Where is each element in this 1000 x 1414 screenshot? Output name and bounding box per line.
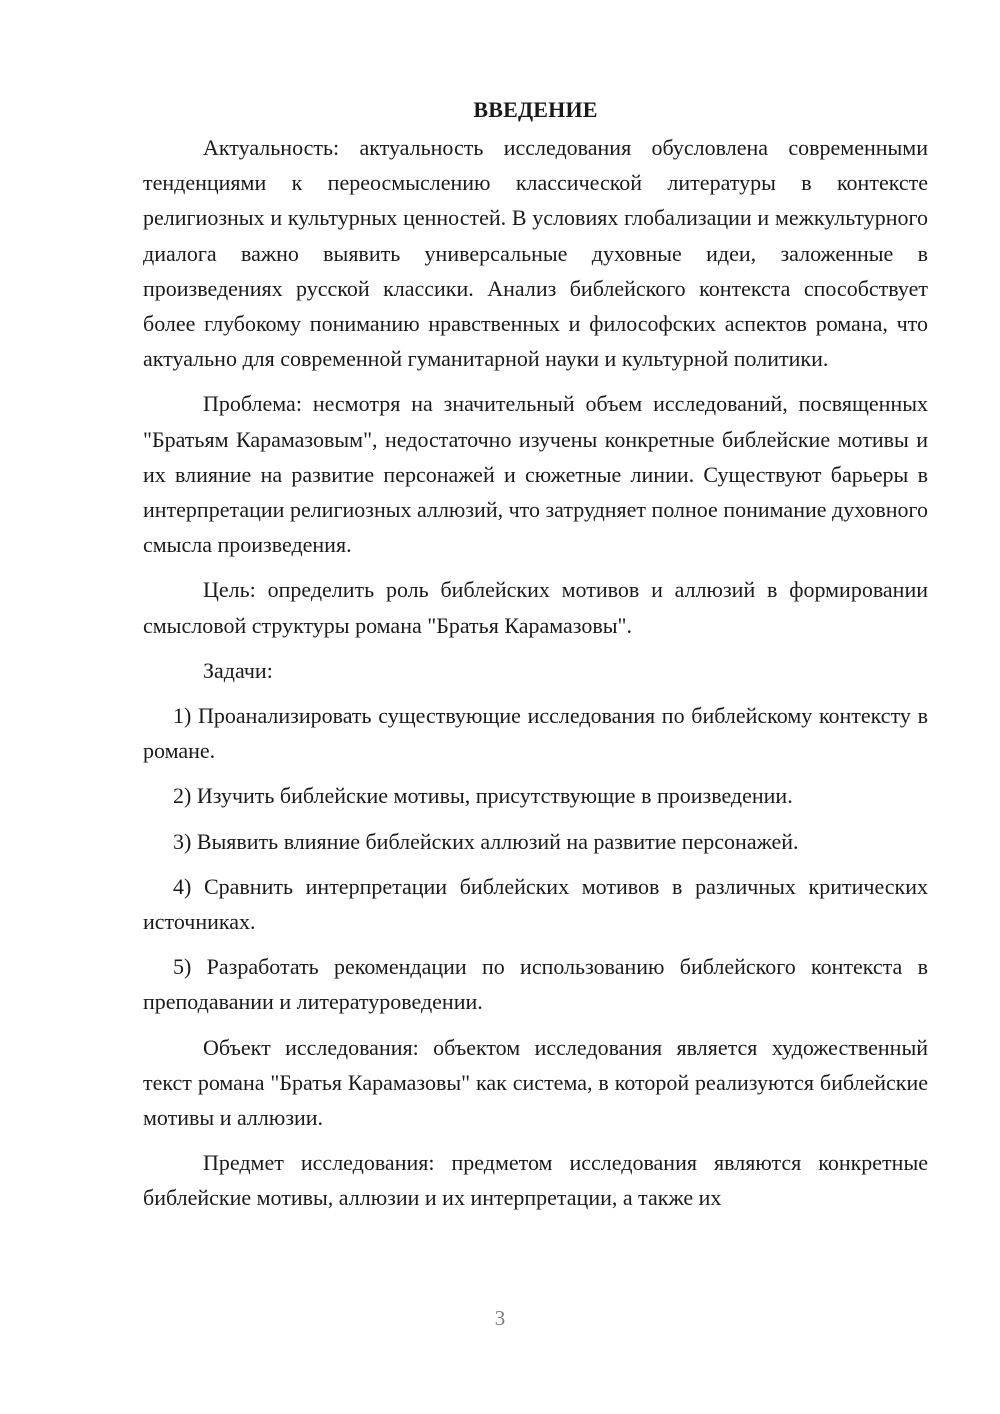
- task-item-5: 5) Разработать рекомендации по использованию библейского контекста в преподавании и литературоведении.: [143, 954, 928, 1015]
- paragraph-relevance: Актуальность: актуальность исследования обусловлена современными тенденциями к переосмыслению классической литературы в контексте религиозных и культурных ценностей. В условиях глобализации и межкультурного диалога важно выявить универсальные духовные идеи, заложенные в произведениях русской классики. Анализ библейского контекста способствует более глубокому пониманию нравственных и философских аспектов романа, что актуально для современной гуманитарной науки и культурной политики.: [143, 135, 928, 372]
- paragraph-subject: Предмет исследования: предметом исследования являются конкретные библейские мотивы, аллюзии и их интерпретации, а также их: [143, 1150, 928, 1211]
- paragraph-object: Объект исследования: объектом исследования является художественный текст романа "Братья Карамазовы" как система, в которой реализуются библейские мотивы и аллюзии.: [143, 1034, 928, 1131]
- paragraph-problem: Проблема: несмотря на значительный объем исследований, посвященных "Братьям Карамазовым", недостаточно изучены конкретные библейские мотивы и их влияние на развитие персонажей и сюжетные линии. Существуют барьеры в интерпретации религиозных аллюзий, что затрудняет полное понимание духовного смысла произведения.: [143, 391, 928, 558]
- task-item-3: 3) Выявить влияние библейских аллюзий на развитие персонажей.: [173, 828, 799, 854]
- paragraph-tasks-label: Задачи:: [203, 657, 273, 683]
- task-item-2: 2) Изучить библейские мотивы, присутствующие в произведении.: [173, 783, 793, 809]
- page-number: 3: [494, 1306, 506, 1330]
- task-item-4: 4) Сравнить интерпретации библейских мотивов в различных критических источниках.: [143, 873, 928, 935]
- document-page: [143, 92, 928, 1226]
- section-heading: ВВЕДЕНИЕ: [473, 97, 598, 122]
- task-item-1: 1) Проанализировать существующие исследования по библейскому контексту в романе.: [143, 703, 928, 764]
- paragraph-goal: Цель: определить роль библейских мотивов и аллюзий в формировании смысловой структуры романа "Братья Карамазовы".: [143, 577, 928, 638]
